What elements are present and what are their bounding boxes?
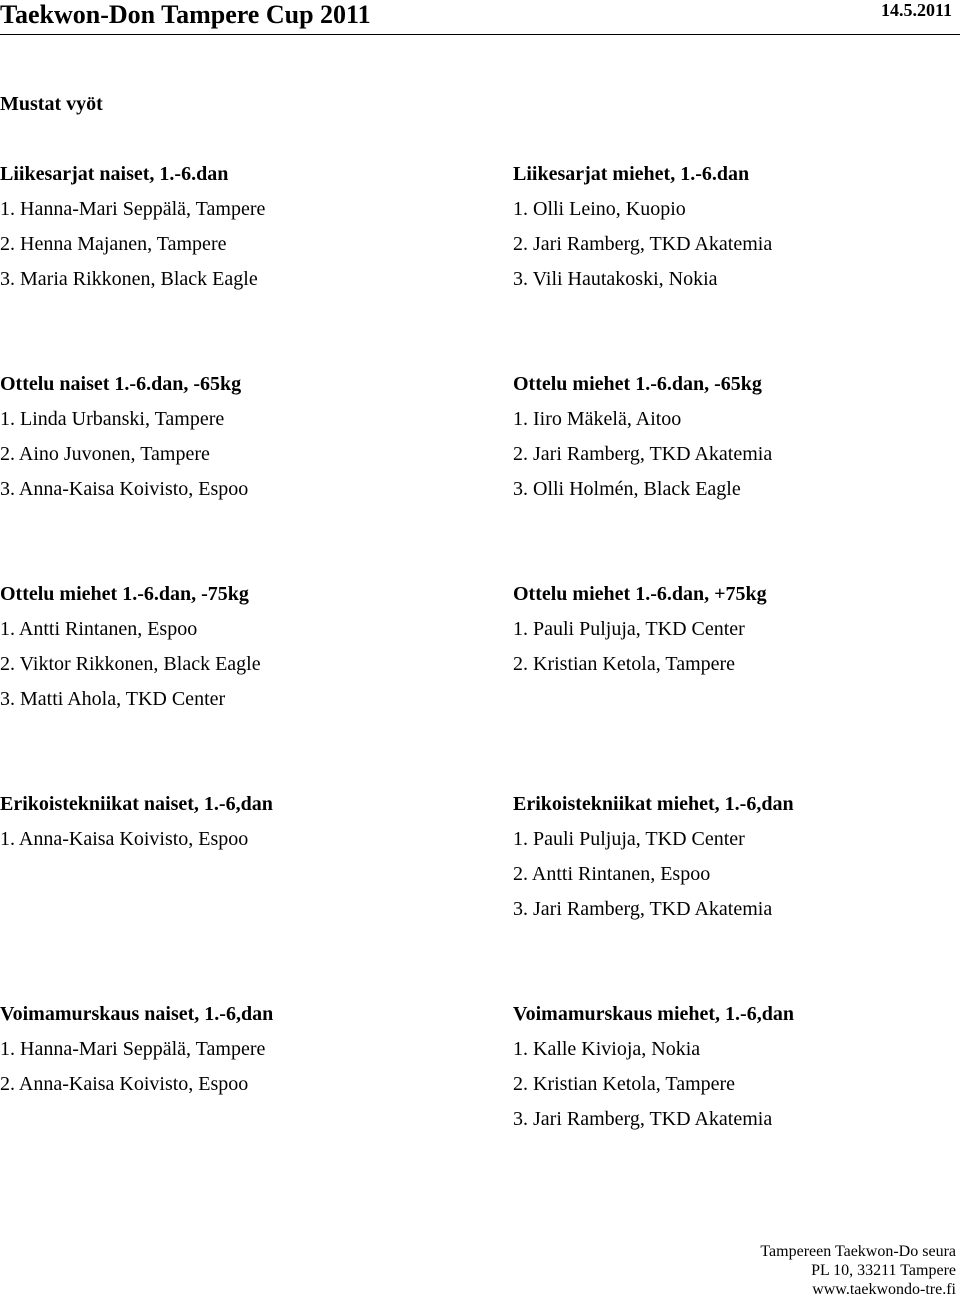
block-heading: Voimamurskaus miehet, 1.-6,dan <box>513 1003 794 1025</box>
result-row: 1. Hanna-Mari Seppälä, Tampere <box>0 198 266 220</box>
block-heading: Ottelu miehet 1.-6.dan, +75kg <box>513 583 767 605</box>
result-row: 2. Kristian Ketola, Tampere <box>513 1073 736 1095</box>
block-heading: Erikoistekniikat naiset, 1.-6,dan <box>0 793 273 815</box>
page-title: Taekwon-Don Tampere Cup 2011 <box>0 0 371 29</box>
result-row: 2. Anna-Kaisa Koivisto, Espoo <box>0 1073 249 1095</box>
result-row: 3. Maria Rikkonen, Black Eagle <box>0 268 258 290</box>
result-row: 2. Antti Rintanen, Espoo <box>513 863 711 885</box>
result-row: 1. Kalle Kivioja, Nokia <box>513 1038 701 1060</box>
result-row: 1. Hanna-Mari Seppälä, Tampere <box>0 1038 266 1060</box>
block-heading: Erikoistekniikat miehet, 1.-6,dan <box>513 793 794 815</box>
results-block <box>513 997 794 1137</box>
results-block <box>0 577 261 717</box>
club-address: PL 10, 33211 Tampere <box>811 1262 956 1279</box>
footer-contact <box>760 1242 956 1299</box>
results-block <box>513 787 794 927</box>
block-heading: Ottelu miehet 1.-6.dan, -75kg <box>0 583 249 605</box>
block-heading: Ottelu miehet 1.-6.dan, -65kg <box>513 373 762 395</box>
result-row: 3. Anna-Kaisa Koivisto, Espoo <box>0 478 249 500</box>
section-title: Mustat vyöt <box>0 93 103 115</box>
result-row: 1. Pauli Puljuja, TKD Center <box>513 618 745 640</box>
block-heading: Voimamurskaus naiset, 1.-6,dan <box>0 1003 274 1025</box>
result-row: 3. Jari Ramberg, TKD Akatemia <box>513 898 773 920</box>
club-website[interactable]: www.taekwondo-tre.fi <box>812 1281 956 1298</box>
result-row: 3. Matti Ahola, TKD Center <box>0 688 226 710</box>
results-block <box>0 367 248 507</box>
result-row: 3. Vili Hautakoski, Nokia <box>513 268 718 290</box>
result-row: 2. Aino Juvonen, Tampere <box>0 443 210 465</box>
club-name: Tampereen Taekwon-Do seura <box>760 1243 956 1260</box>
header-divider <box>0 34 960 35</box>
result-row: 2. Henna Majanen, Tampere <box>0 233 227 255</box>
result-row: 1. Linda Urbanski, Tampere <box>0 408 225 430</box>
results-block <box>513 157 772 297</box>
event-date: 14.5.2011 <box>880 0 952 20</box>
results-block <box>0 787 273 857</box>
results-block <box>0 997 273 1102</box>
result-row: 1. Iiro Mäkelä, Aitoo <box>513 408 682 430</box>
result-row: 2. Jari Ramberg, TKD Akatemia <box>513 233 773 255</box>
result-row: 1. Olli Leino, Kuopio <box>513 198 686 220</box>
results-block <box>0 157 265 297</box>
block-heading: Ottelu naiset 1.-6.dan, -65kg <box>0 373 242 395</box>
result-row: 3. Jari Ramberg, TKD Akatemia <box>513 1108 773 1130</box>
results-block <box>513 577 767 682</box>
results-block <box>513 367 772 507</box>
block-heading: Liikesarjat naiset, 1.-6.dan <box>0 163 229 185</box>
result-row: 2. Viktor Rikkonen, Black Eagle <box>0 653 261 675</box>
result-row: 1. Pauli Puljuja, TKD Center <box>513 828 745 850</box>
result-row: 1. Antti Rintanen, Espoo <box>0 618 198 640</box>
block-heading: Liikesarjat miehet, 1.-6.dan <box>513 163 750 185</box>
result-row: 1. Anna-Kaisa Koivisto, Espoo <box>0 828 249 850</box>
result-row: 2. Jari Ramberg, TKD Akatemia <box>513 443 773 465</box>
result-row: 2. Kristian Ketola, Tampere <box>513 653 736 675</box>
result-row: 3. Olli Holmén, Black Eagle <box>513 478 741 500</box>
